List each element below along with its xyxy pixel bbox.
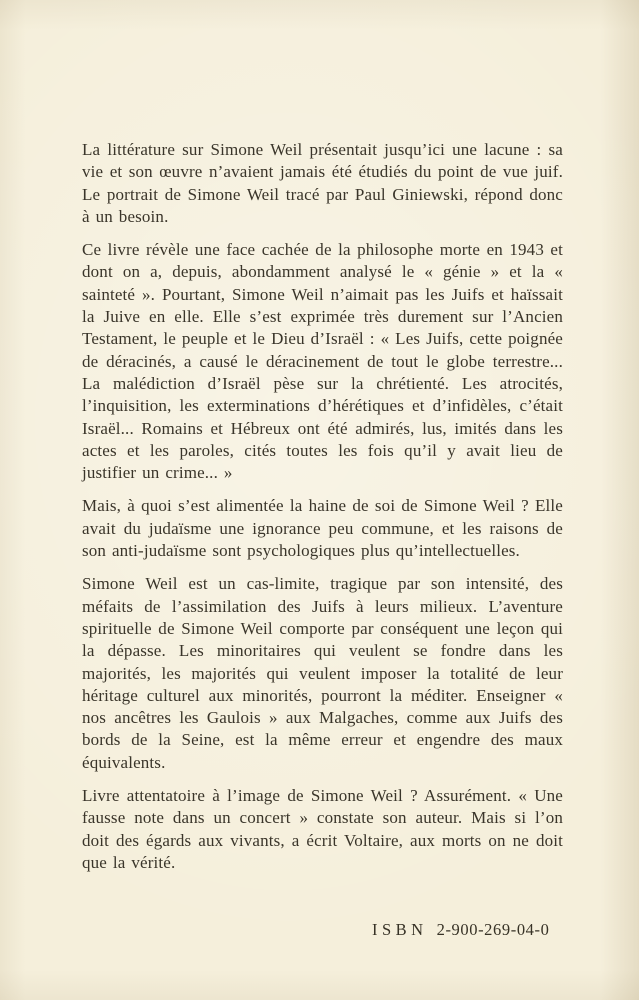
blurb-paragraph-5: Livre attentatoire à l’image de Simone Weil ? Assurément. « Une fausse note dans un concert » constate son auteur. Mais si l’on doit des égards aux vivants, a écrit Voltaire, aux morts on ne doit que la vérité.	[82, 786, 563, 872]
isbn-line	[372, 920, 549, 940]
blurb-paragraph-1: La littérature sur Simone Weil présentait jusqu’ici une lacune : sa vie et son œuvre n’avaient jamais été étudiés du point de vue juif. Le portrait de Simone Weil tracé par Paul Giniewski, répond donc à un besoin.	[82, 140, 563, 226]
blurb-paragraph-2: Ce livre révèle une face cachée de la philosophe morte en 1943 et dont on a, depuis, abondamment analysé le « génie » et la « sainteté ». Pourtant, Simone Weil n’aimait pas les Juifs et haïssait la Juive en elle. Elle s’est exprimée très durement sur l’Ancien Testament, le peuple et le Dieu d’Israël : « Les Juifs, cette poignée de déracinés, a causé le déracinement de tout le globe terrestre... La malédiction d’Israël pèse sur la chrétienté. Les atrocités, l’inquisition, les exterminations d’hérétiques et d’infidèles, c’était Israël... Romains et Hébreux ont été admirés, lus, imités dans les actes et les paroles, cités toutes les fois qu’il y avait lieu de justifier un crime... »	[82, 240, 563, 483]
isbn-label: ISBN	[372, 920, 428, 939]
isbn-number: 2-900-269-04-0	[436, 920, 550, 939]
blurb-paragraph-4: Simone Weil est un cas-limite, tragique par son intensité, des méfaits de l’assimilation des Juifs à leurs milieux. L’aventure spirituelle de Simone Weil comporte par conséquent une leçon qui la dépasse. Les minoritaires qui veulent se fondre dans les majorités, les majorités qui veulent imposer la totalité de leur héritage culturel aux minorités, pourront la méditer. Enseigner « nos ancêtres les Gaulois » aux Malgaches, comme aux Juifs des bords de la Seine, est la même erreur et engendre des maux équivalents.	[82, 574, 563, 772]
blurb-text-block	[82, 139, 563, 885]
blurb-paragraph-3: Mais, à quoi s’est alimentée la haine de soi de Simone Weil ? Elle avait du judaïsme une ignorance peu commune, et les raisons de son anti-judaïsme sont psychologiques plus qu’intellectuelles.	[82, 496, 563, 561]
